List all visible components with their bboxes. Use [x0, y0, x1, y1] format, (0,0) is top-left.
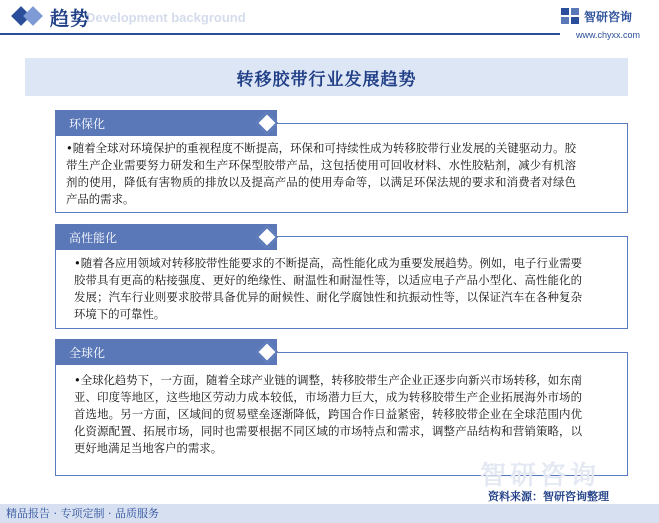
section-label-globalization: 全球化	[69, 345, 106, 360]
header-title: 趋势	[50, 8, 91, 30]
footer-slogan: 精品报告 · 专项定制 · 品质服务	[6, 507, 159, 520]
brand-url: www.chyxx.com	[576, 30, 641, 40]
header-background-text: Development background	[86, 10, 246, 25]
header-diamond-accent-icon	[23, 6, 43, 26]
section-text-environmental: •随着全球对环境保护的重视程度不断提高，环保和可持续性成为转移胶带行业发展的关键驱动力。胶带生产企业需要努力研发和生产环保型胶带产品，这包括使用可回收材料、水性胶粘剂，减少有机溶剂的使用，降低有害物质的排放以及提高产品的使用寿命等，以满足环保法规的要求和消费者对绿色产品的需求。	[66, 141, 576, 206]
watermark-logo: 智研咨询	[480, 461, 601, 491]
source-note: 资料来源：智研咨询整理	[488, 490, 609, 503]
section-text-performance: •随着各应用领域对转移胶带性能要求的不断提高，高性能化成为重要发展趋势。例如，电子行业需要胶带具有更高的粘接强度、更好的绝缘性、耐温性和耐湿性等，以适应电子产品小型化、高性能化的发展；汽车行业则要求胶带具备优异的耐候性、耐化学腐蚀性和抗振动性等，以保证汽车在各种复杂环境下的可靠性。	[74, 256, 582, 321]
section-tab-globalization	[55, 339, 277, 365]
brand-logo-icon	[560, 7, 580, 25]
section-label-performance: 高性能化	[69, 230, 118, 245]
page-header	[0, 0, 659, 40]
main-title-bar	[25, 58, 628, 96]
header-divider	[0, 33, 560, 35]
section-tab-performance	[55, 224, 277, 250]
section-text-globalization: •全球化趋势下，一方面，随着全球产业链的调整，转移胶带生产企业正逐步向新兴市场转移，如东南亚、印度等地区，这些地区劳动力成本较低，市场潜力巨大，成为转移胶带生产企业拓展海外市场的首选地。另一方面，区域间的贸易壁垒逐渐降低，跨国合作日益紧密，转移胶带企业在全球范围内优化资源配置、拓展市场，同时也需要根据不同区域的市场特点和需求，调整产品结构和营销策略，以更好地满足当地客户的需求。	[74, 373, 582, 455]
page-title: 转移胶带行业发展趋势	[236, 69, 417, 90]
section-tab-environmental	[55, 110, 277, 136]
section-label-environmental: 环保化	[69, 116, 106, 131]
brand-logo-group	[560, 6, 632, 26]
brand-name: 智研咨询	[584, 9, 633, 24]
